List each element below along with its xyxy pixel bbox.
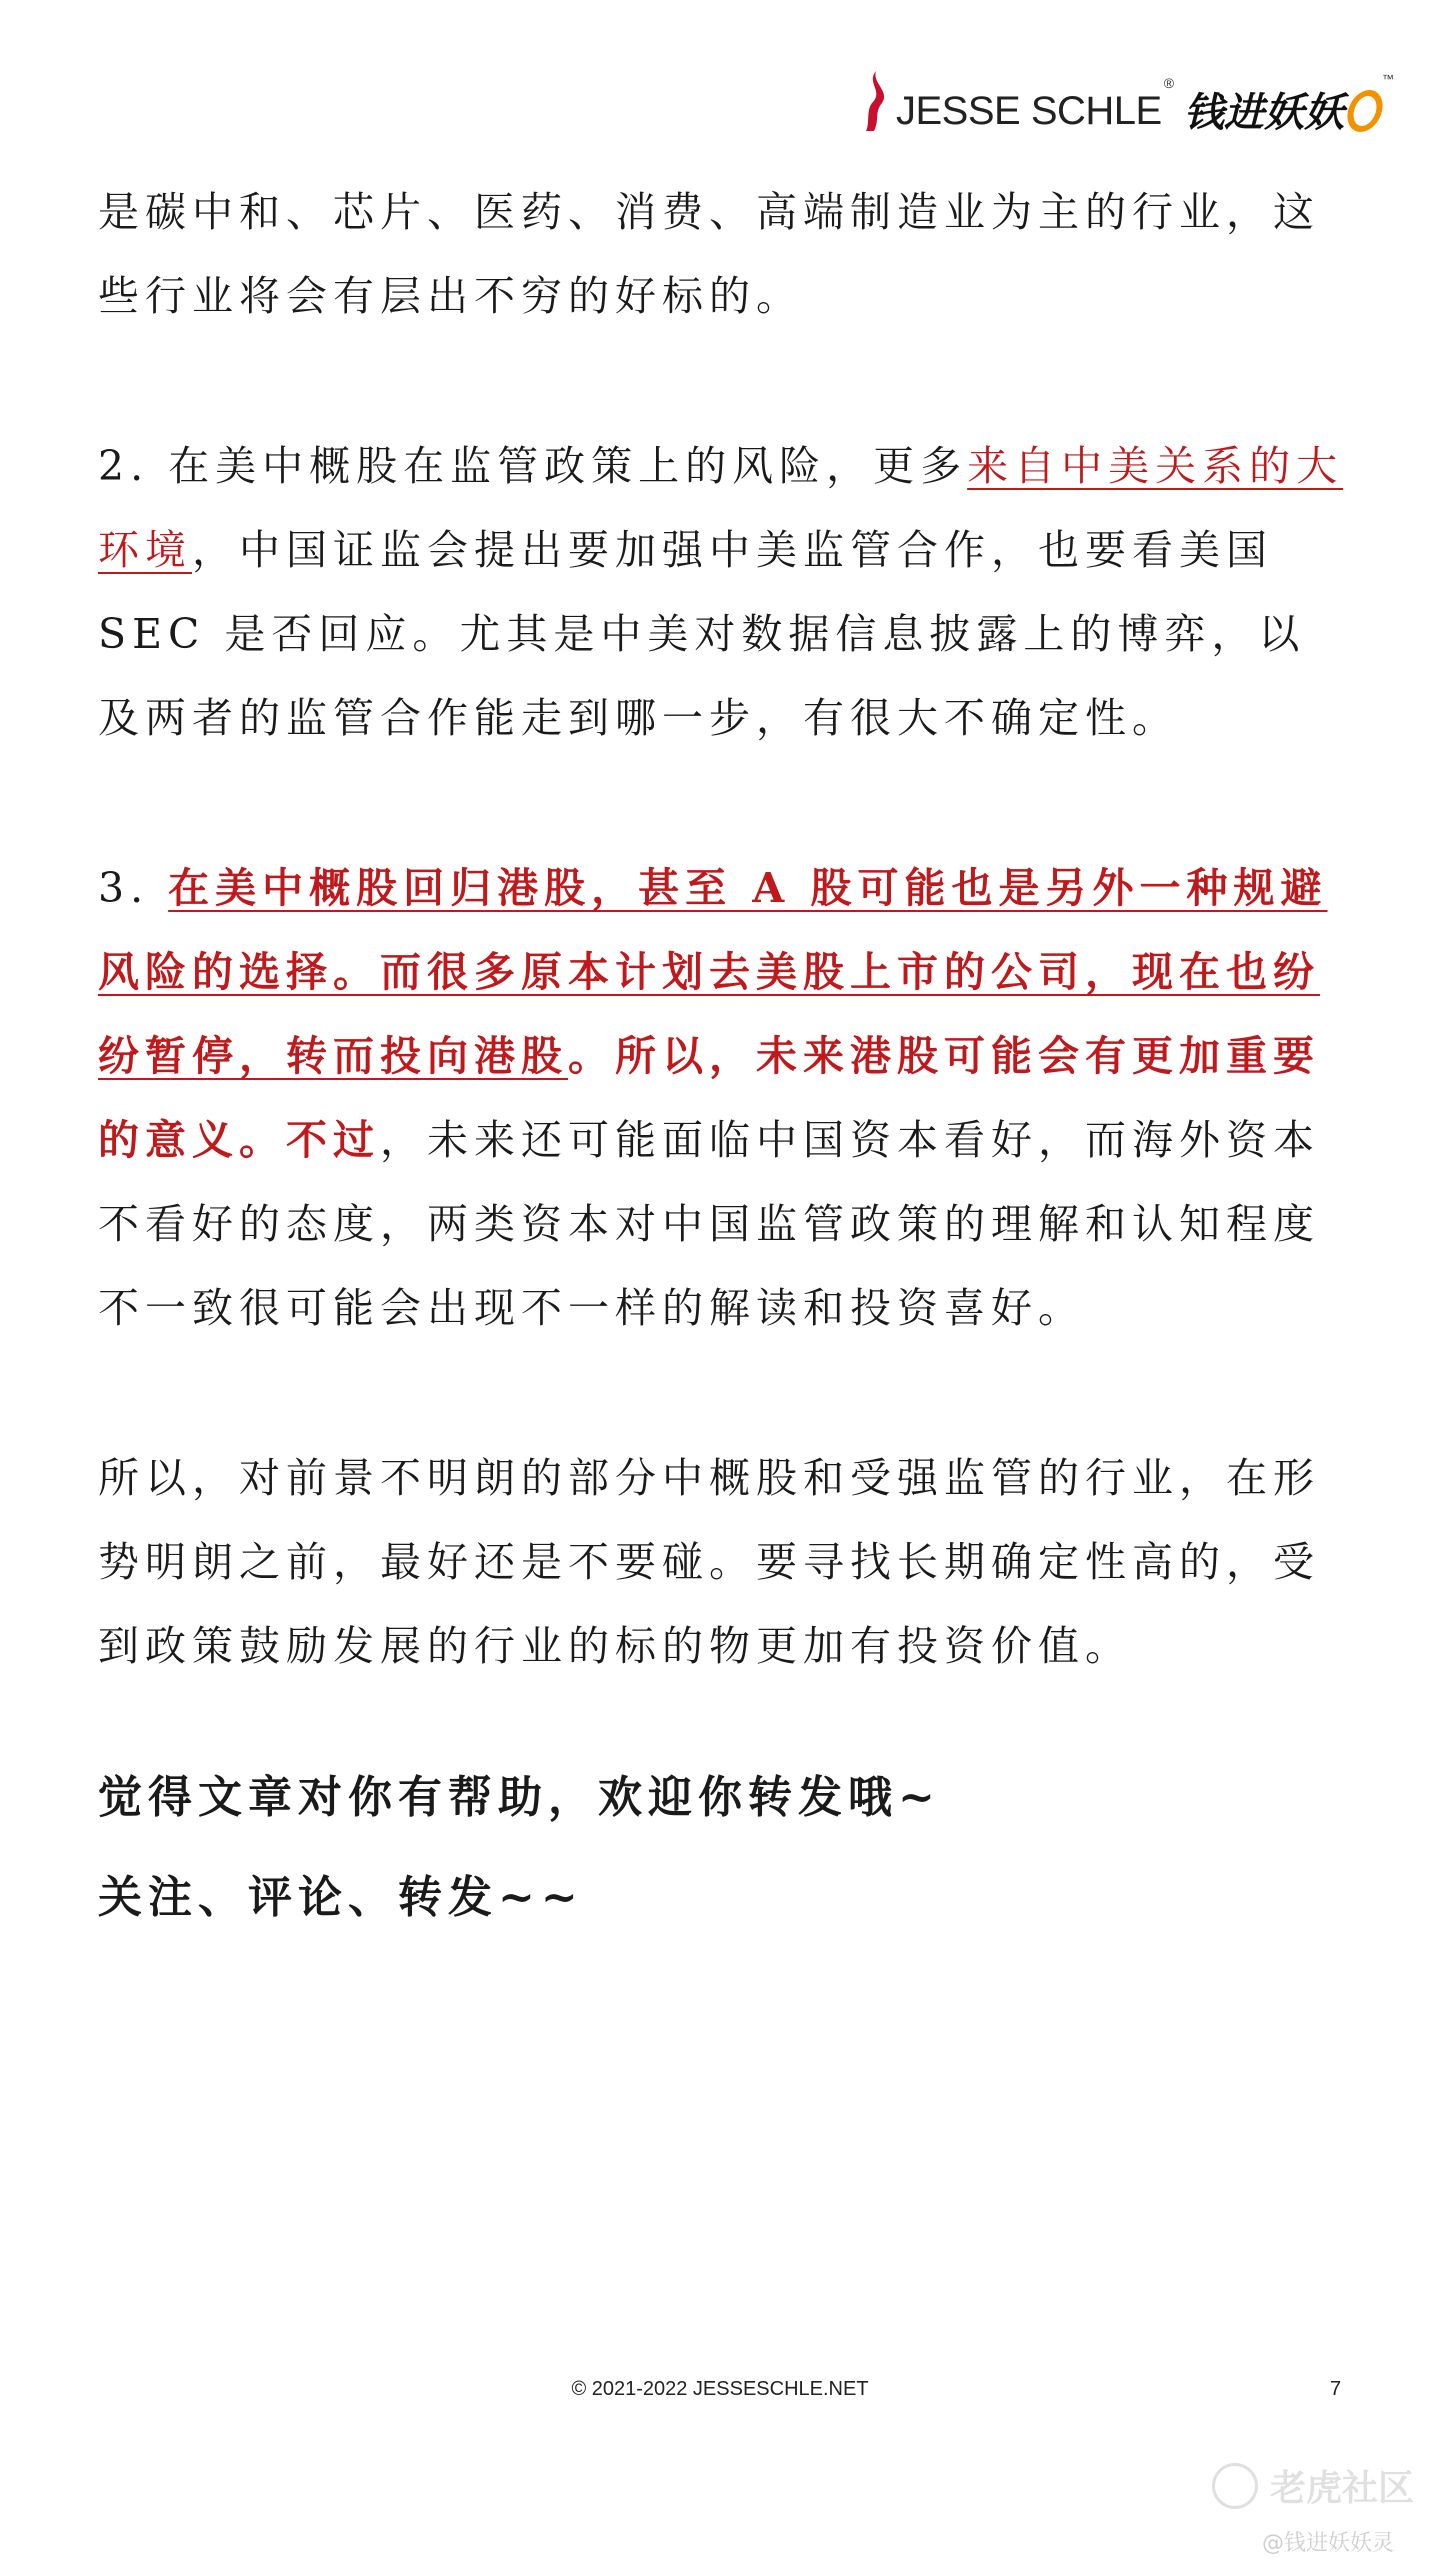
- paragraph-1: 是碳中和、芯片、医药、消费、高端制造业为主的行业，这些行业将会有层出不穷的好标的。: [98, 188, 1320, 320]
- paragraph-3-highlight: 。所以，未来港股可能会有更加重要的意义。不过: [98, 1032, 1320, 1164]
- trademark-mark: ™: [1382, 72, 1395, 86]
- brand-logo: [862, 66, 1394, 136]
- cta-line-2: 关注、评论、转发~~: [98, 1872, 584, 1923]
- paragraph-3-number: 3.: [98, 864, 169, 912]
- registered-mark: ®: [1163, 75, 1175, 91]
- logo-mark-icon: [862, 69, 888, 133]
- watermark-logo-icon: [1212, 2463, 1258, 2509]
- paragraph-3-text: ，未来还可能面临中国资本看好，而海外资本不看好的态度，两类资本对中国监管政策的理解和认知程度不一致很可能会出现不一样的解读和投资喜好。: [98, 1116, 1320, 1332]
- cta-line-1: 觉得文章对你有帮助，欢迎你转发哦~: [98, 1772, 941, 1823]
- watermark: [1212, 2460, 1414, 2511]
- paragraph-2-text-a: 2. 在美中概股在监管政策上的风险，更多: [98, 442, 968, 490]
- paragraph-2: [98, 424, 1348, 760]
- logo-chinese-text: 钱进妖妖: [1184, 89, 1345, 136]
- watermark-brand: 老虎社区: [1270, 2468, 1415, 2509]
- paragraph-3-highlight-underlined: 在美中概股回归港股，甚至 A 股可能也是另外一种规避风险的选择。而很多原本计划去美股上市的公司，现在也纷纷暂停，转而投向港股: [98, 864, 1328, 1080]
- watermark-handle: @钱进妖妖灵: [1262, 2531, 1395, 2556]
- paragraph-2-text-b: ，中国证监会提出要加强中美监管合作，也要看美国 SEC 是否回应。尤其是中美对数据信息披露上的博弈，以及两者的监管合作能走到哪一步，有很大不确定性。: [98, 526, 1306, 742]
- logo-o-icon: [1344, 90, 1387, 132]
- paragraph-3: [98, 846, 1348, 1350]
- footer-copyright: © 2021-2022 JESSESCHLE.NET: [571, 2378, 869, 2400]
- paragraph-2-highlight: 来自中美关系的大环境: [98, 442, 1344, 574]
- paragraph-4: 所以，对前景不明朗的部分中概股和受强监管的行业，在形势明朗之前，最好还是不要碰。要寻找长期确定性高的，受到政策鼓励发展的行业的标的物更加有投资价值。: [98, 1454, 1320, 1670]
- article-body: [98, 170, 1348, 1948]
- logo-text: JESSE SCHLE: [896, 88, 1162, 133]
- page-number: 7: [1330, 2378, 1342, 2400]
